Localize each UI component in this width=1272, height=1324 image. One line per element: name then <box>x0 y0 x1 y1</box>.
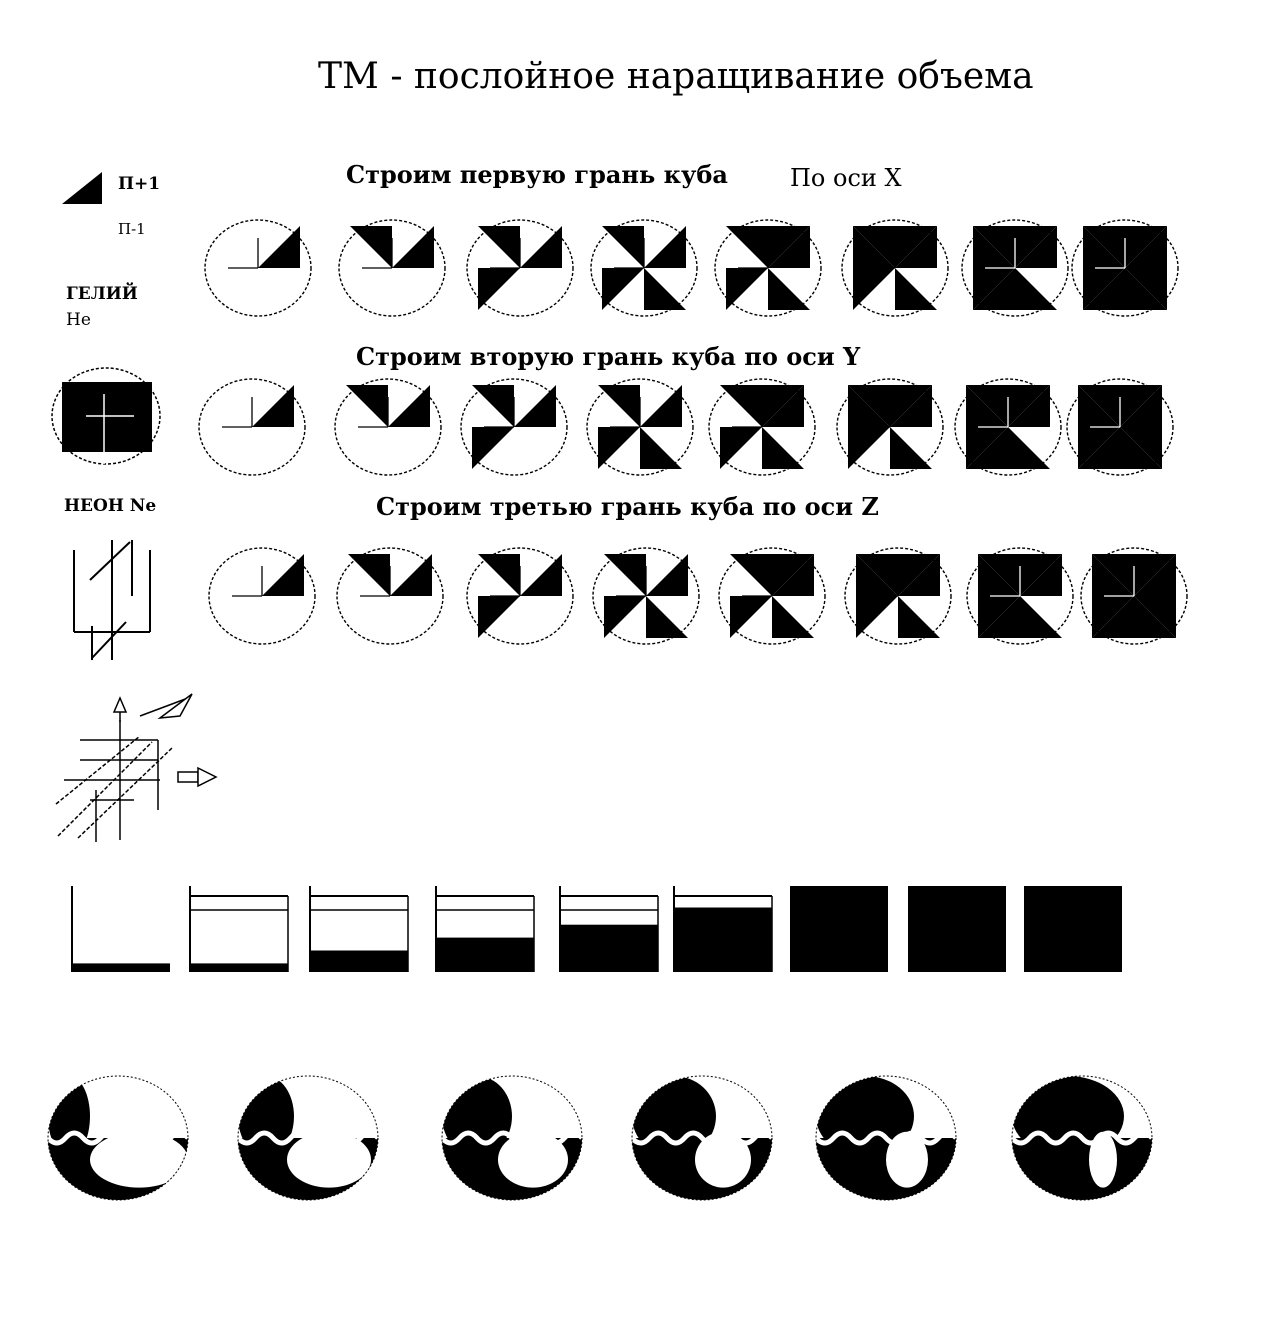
neon-label: НЕОН Nе <box>64 496 157 516</box>
layer-bar <box>790 886 888 972</box>
pinwheel-step <box>955 379 1061 475</box>
pinwheel-step <box>837 379 943 475</box>
pinwheel-step <box>1072 220 1178 316</box>
pinwheel-step <box>209 548 315 644</box>
pinwheel-step <box>591 220 697 316</box>
helium-label: ГЕЛИЙ <box>66 284 138 304</box>
pinwheel-step <box>335 379 441 475</box>
pinwheel-step <box>962 220 1068 316</box>
page-title: ТМ - послойное наращивание объема <box>318 56 1034 97</box>
pinwheel-step <box>709 379 815 475</box>
helium-symbol-label: Не <box>66 310 91 330</box>
ball-fill-sequence <box>48 1076 1152 1200</box>
pinwheel-step <box>1081 548 1187 644</box>
layer-bar <box>1024 886 1122 972</box>
pinwheel-step <box>337 548 443 644</box>
axes-3d-sketch <box>56 694 216 842</box>
row-1-caption: Строим первую грань куба <box>346 160 728 189</box>
layer-bar <box>190 886 288 972</box>
pinwheel-step <box>199 379 305 475</box>
row-3-caption: Строим третью грань куба по оси Z <box>376 492 879 521</box>
ball-step <box>816 1076 956 1200</box>
ball-step <box>632 1076 772 1200</box>
pinwheel-step <box>967 548 1073 644</box>
layer-bar <box>908 886 1006 972</box>
pinwheel-step <box>593 548 699 644</box>
pinwheel-step <box>467 220 573 316</box>
row-2-caption: Строим вторую грань куба по оси Y <box>356 342 861 371</box>
pinwheel-step <box>1067 379 1173 475</box>
pinwheel-step <box>845 548 951 644</box>
legend-n-plus-label: П+1 <box>118 174 161 194</box>
layer-bar <box>72 886 170 972</box>
ball-step <box>238 1076 378 1200</box>
layer-bar <box>310 886 408 972</box>
legend-triangle-icon <box>62 172 102 204</box>
pinwheel-step <box>339 220 445 316</box>
layer-bar <box>560 886 658 972</box>
pinwheel-step <box>461 379 567 475</box>
pinwheel-sequence <box>199 220 1187 644</box>
ball-step <box>442 1076 582 1200</box>
layer-bar <box>436 886 534 972</box>
helium-cube-icon <box>52 368 160 464</box>
legend-n-minus-label: П-1 <box>118 220 146 238</box>
ball-step <box>1012 1076 1152 1200</box>
neon-glyph <box>74 540 150 660</box>
pinwheel-step <box>587 379 693 475</box>
pinwheel-step <box>467 548 573 644</box>
row-1-axis-caption: По оси X <box>790 164 902 192</box>
pinwheel-step <box>715 220 821 316</box>
ball-step <box>48 1076 188 1200</box>
layer-bar <box>674 886 772 972</box>
layer-fill-sequence <box>72 886 1122 972</box>
pinwheel-step <box>842 220 948 316</box>
pinwheel-step <box>205 220 311 316</box>
pinwheel-step <box>719 548 825 644</box>
